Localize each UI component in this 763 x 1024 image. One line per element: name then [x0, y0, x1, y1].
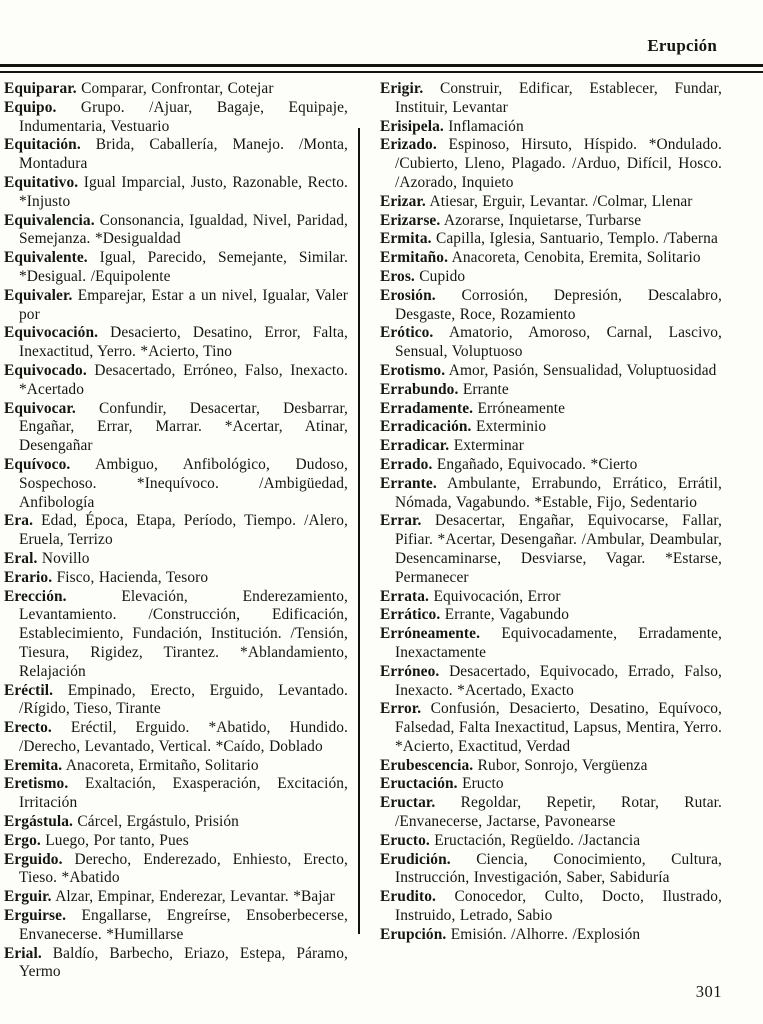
entry-headword: Erradicar. — [380, 437, 450, 455]
dictionary-entry: Erizar. Atiesar, Erguir, Levantar. /Colmar, Llenar — [380, 192, 693, 210]
dictionary-entry: Erigir. Construir, Edificar, Establecer, Fundar, Instituir, Levantar — [380, 80, 722, 116]
dictionary-entry: Eréctil. Empinado, Erecto, Erguido, Levantado. /Rígido, Tieso, Tirante — [4, 681, 348, 718]
entry-headword: Erguir. — [4, 888, 52, 906]
right-column — [380, 80, 722, 982]
dictionary-entry: Eructación. Eructo — [380, 775, 504, 793]
entry-headword: Eructación. — [380, 775, 458, 793]
dictionary-entry: Erial. Baldío, Barbecho, Eriazo, Estepa, Páramo, Yermo — [4, 944, 348, 981]
dictionary-entry: Erizado. Espinoso, Hirsuto, Híspido. *Ondulado. /Cubierto, Lleno, Plagado. /Arduo, Difícil, Hosco. /Azorado, Inquieto — [380, 136, 722, 191]
dictionary-entry: Eructo. Eructación, Regüeldo. /Jactancia — [380, 831, 641, 849]
entry-headword: Errar. — [380, 512, 422, 530]
entry-headword: Erial. — [4, 944, 42, 962]
dictionary-entry: Eremita. Anacoreta, Ermitaño, Solitario — [4, 756, 259, 774]
dictionary-entry: Errata. Equivocación, Error — [380, 587, 561, 605]
entry-headword: Equivocar. — [4, 399, 76, 417]
entry-headword: Equiparar. — [4, 80, 77, 97]
entry-headword: Erróneamente. — [380, 625, 481, 643]
dictionary-entry: Erecto. Eréctil, Erguido. *Abatido, Hundido. /Derecho, Levantado, Vertical. *Caído, Doblado — [4, 719, 348, 755]
dictionary-entry: Erótico. Amatorio, Amoroso, Carnal, Lascivo, Sensual, Voluptuoso — [380, 324, 722, 361]
running-head: Erupción — [647, 36, 717, 55]
dictionary-entry: Equivalencia. Consonancia, Igualdad, Nivel, Paridad, Semejanza. *Desigualdad — [4, 211, 348, 248]
dictionary-entry: Equivocación. Desacierto, Desatino, Error, Falta, Inexactitud, Yerro. *Acierto, Tino — [4, 324, 348, 361]
entry-headword: Erudición. — [380, 850, 451, 868]
dictionary-entry: Erosión. Corrosión, Depresión, Descalabro, Desgaste, Roce, Rozamiento — [380, 286, 722, 323]
entry-headword: Equivocación. — [4, 324, 99, 342]
dictionary-entry: Erudición. Ciencia, Conocimiento, Cultura, Instrucción, Investigación, Saber, Sabiduría — [380, 850, 722, 887]
dictionary-entry: Ermitaño. Anacoreta, Cenobita, Eremita, Solitario — [380, 249, 701, 267]
entry-headword: Erigir. — [380, 80, 424, 97]
dictionary-entry: Ermita. Capilla, Iglesia, Santuario, Templo. /Taberna — [380, 230, 718, 248]
dictionary-entry: Ergástula. Cárcel, Ergástulo, Prisión — [4, 813, 239, 831]
dictionary-entry: Eretismo. Exaltación, Exasperación, Excitación, Irritación — [4, 775, 348, 812]
entry-headword: Errabundo. — [380, 380, 459, 398]
entry-headword: Erecto. — [4, 719, 52, 737]
entry-headword: Erupción. — [380, 925, 447, 943]
dictionary-entry: Ergo. Luego, Por tanto, Pues — [4, 831, 189, 849]
dictionary-entry: Equipo. Grupo. /Ajuar, Bagaje, Equipaje, Indumentaria, Vestuario — [4, 98, 348, 135]
entry-headword: Equívoco. — [4, 455, 71, 473]
dictionary-entry: Erguirse. Engallarse, Engreírse, Ensoberbecerse, Envanecerse. *Humillarse — [4, 907, 348, 943]
entry-headword: Ergo. — [4, 831, 41, 849]
header-rule — [0, 64, 763, 73]
dictionary-entry: Equitación. Brida, Caballería, Manejo. /Monta, Montadura — [4, 136, 348, 173]
entry-headword: Erizarse. — [380, 211, 441, 229]
entry-headword: Erizar. — [380, 192, 426, 210]
entry-headword: Erguido. — [4, 850, 63, 868]
entry-headword: Ergástula. — [4, 813, 73, 831]
dictionary-entry: Errático. Errante, Vagabundo — [380, 606, 570, 624]
entry-headword: Erario. — [4, 568, 53, 586]
entry-headword: Errata. — [380, 587, 429, 605]
entry-headword: Erróneo. — [380, 662, 440, 680]
entry-headword: Eructo. — [380, 831, 430, 849]
dictionary-entry: Erguir. Alzar, Empinar, Enderezar, Levantar. *Bajar — [4, 888, 335, 906]
entry-headword: Equivalente. — [4, 249, 88, 267]
entry-headword: Equivalencia. — [4, 211, 95, 229]
dictionary-entry: Erizarse. Azorarse, Inquietarse, Turbarse — [380, 211, 642, 229]
entry-headword: Equivaler. — [4, 286, 73, 304]
dictionary-entry: Erupción. Emisión. /Alhorre. /Explosión — [380, 925, 641, 943]
entry-headword: Erosión. — [380, 286, 436, 304]
dictionary-entry: Erario. Fisco, Hacienda, Tesoro — [4, 568, 209, 586]
entry-headword: Erizado. — [380, 136, 437, 154]
dictionary-entry: Erróneamente. Equivocadamente, Erradamente, Inexactamente — [380, 625, 722, 661]
dictionary-entry: Errabundo. Errante — [380, 380, 509, 398]
dictionary-entry: Era. Edad, Época, Etapa, Período, Tiempo. /Alero, Eruela, Terrizo — [4, 512, 348, 549]
dictionary-entry: Erección. Elevación, Enderezamiento, Levantamiento. /Construcción, Edificación, Establecimiento, Fundación, Institución. /Tensión, Tiesura, Rigidez, Tirantez. *Ablandamiento, Relajación — [4, 587, 348, 680]
entry-headword: Era. — [4, 512, 34, 530]
dictionary-entry: Equívoco. Ambiguo, Anfibológico, Dudoso, Sospechoso. *Inequívoco. /Ambigüedad, Anfibología — [4, 455, 348, 511]
entry-headword: Erguirse. — [4, 907, 67, 925]
dictionary-entry: Error. Confusión, Desacierto, Desatino, Equívoco, Falsedad, Falta Inexactitud, Lapsus, Mentira, Yerro. *Acierto, Exactitud, Verdad — [380, 700, 722, 755]
entry-headword: Eros. — [380, 267, 415, 285]
entry-headword: Erotismo. — [380, 361, 446, 379]
entry-headword: Error. — [380, 700, 422, 718]
dictionary-entry: Equiparar. Comparar, Confrontar, Cotejar — [4, 80, 274, 97]
entry-headword: Equitación. — [4, 136, 81, 154]
dictionary-entry: Errado. Engañado, Equivocado. *Cierto — [380, 455, 638, 473]
entry-headword: Errado. — [380, 455, 433, 473]
dictionary-entry: Equivocado. Desacertado, Erróneo, Falso, Inexacto. *Acertado — [4, 361, 348, 398]
entry-headword: Erección. — [4, 587, 67, 605]
entry-headword: Ermitaño. — [380, 249, 449, 267]
dictionary-entry: Errar. Desacertar, Engañar, Equivocarse, Fallar, Pifiar. *Acertar, Desengañar. /Ambular, Deambular, Desencaminarse, Desviarse, Vagar. *Estarse, Permanecer — [380, 512, 722, 586]
entry-headword: Erótico. — [380, 324, 434, 342]
dictionary-entry: Errante. Ambulante, Errabundo, Errático, Errátil, Nómada, Vagabundo. *Estable, Fijo, Sedentario — [380, 474, 722, 511]
entry-headword: Equipo. — [4, 98, 57, 116]
page-number: 301 — [695, 982, 722, 1001]
entry-headword: Erradamente. — [380, 399, 474, 417]
dictionary-entry: Erguido. Derecho, Enderezado, Enhiesto, Erecto, Tieso. *Abatido — [4, 850, 348, 887]
entry-headword: Erubescencia. — [380, 756, 474, 774]
dictionary-entry: Erubescencia. Rubor, Sonrojo, Vergüenza — [380, 756, 648, 774]
entry-headword: Errático. — [380, 606, 441, 624]
page-content — [4, 80, 722, 982]
dictionary-entry: Erróneo. Desacertado, Equivocado, Errado, Falso, Inexacto. *Acertado, Exacto — [380, 662, 722, 699]
entry-headword: Eretismo. — [4, 775, 69, 793]
entry-headword: Ermita. — [380, 230, 432, 248]
dictionary-entry: Erradicación. Exterminio — [380, 418, 547, 436]
dictionary-entry: Erotismo. Amor, Pasión, Sensualidad, Voluptuosidad — [380, 361, 717, 379]
entry-headword: Erradicación. — [380, 418, 472, 436]
dictionary-entry: Equitativo. Igual Imparcial, Justo, Razonable, Recto. *Injusto — [4, 173, 348, 210]
entry-headword: Eremita. — [4, 756, 63, 774]
dictionary-entry: Erradamente. Erróneamente — [380, 399, 566, 417]
dictionary-entry: Equivalente. Igual, Parecido, Semejante, Similar. *Desigual. /Equipolente — [4, 249, 348, 285]
dictionary-entry: Equivaler. Emparejar, Estar a un nivel, Igualar, Valer por — [4, 286, 348, 323]
entry-headword: Erudito. — [380, 888, 436, 906]
entry-headword: Equitativo. — [4, 173, 79, 191]
dictionary-entry: Eral. Novillo — [4, 549, 90, 567]
dictionary-entry: Equivocar. Confundir, Desacertar, Desbarrar, Engañar, Errar, Marrar. *Acertar, Atinar, Desengañar — [4, 399, 348, 455]
dictionary-entry: Erradicar. Exterminar — [380, 437, 524, 455]
entry-headword: Eral. — [4, 549, 38, 567]
entry-headword: Equivocado. — [4, 361, 87, 379]
dictionary-entry: Eructar. Regoldar, Repetir, Rotar, Rutar. /Envanecerse, Jactarse, Pavonearse — [380, 794, 722, 831]
left-column — [4, 80, 348, 982]
dictionary-entry: Eros. Cupido — [380, 267, 466, 285]
entry-headword: Eructar. — [380, 794, 436, 812]
dictionary-entry: Erudito. Conocedor, Culto, Docto, Ilustrado, Instruido, Letrado, Sabio — [380, 888, 722, 925]
entry-headword: Errante. — [380, 474, 437, 492]
entry-headword: Erisipela. — [380, 117, 444, 135]
entry-headword: Eréctil. — [4, 681, 54, 699]
dictionary-entry: Erisipela. Inflamación — [380, 117, 524, 135]
